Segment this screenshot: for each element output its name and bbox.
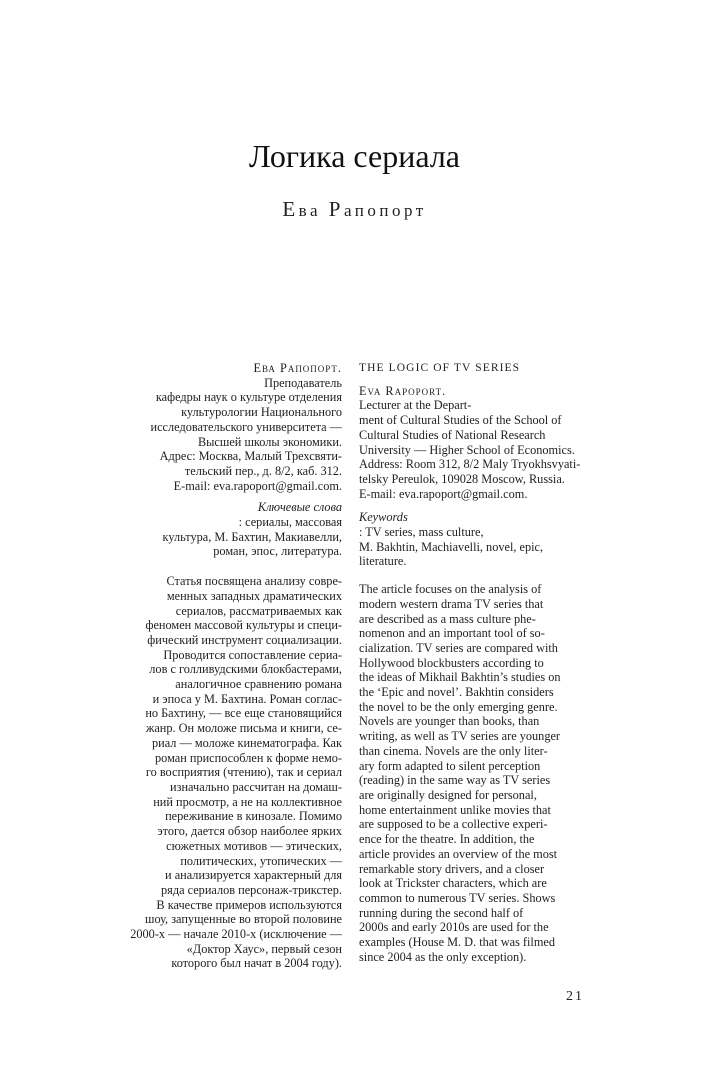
author-info-line: University — Higher School of Economics. <box>359 442 575 457</box>
keywords-line: literature. <box>359 554 407 569</box>
author-last-rest: апопорт <box>343 201 427 220</box>
abstract-line: home entertainment unlike movies that <box>359 802 551 817</box>
abstract-line: политических, утопических — <box>180 853 342 868</box>
russian-column <box>108 361 342 971</box>
abstract-line: are originally designed for personal, <box>359 787 537 802</box>
abstract-line: look at Trickster characters, which are <box>359 876 547 891</box>
keywords-label-ru: Ключевые слова <box>257 500 342 515</box>
abstract-line: менных западных драматических <box>166 588 342 603</box>
abstract-line: но Бахтину, — все еще становящийся <box>145 706 342 721</box>
author-info-line: Высшей школы экономики. <box>197 434 342 449</box>
author-info-line: Lecturer at the Depart- <box>359 398 472 413</box>
abstract-line: фический инструмент социализации. <box>147 632 342 647</box>
keywords-line: M. Bakhtin, Machiavelli, novel, epic, <box>359 539 544 554</box>
abstract-line: изначально рассчитан на домаш- <box>170 779 342 794</box>
author-info-line: Cultural Studies of National Research <box>359 427 546 442</box>
abstract-line: и эпоса у М. Бахтина. Роман соглас- <box>152 691 342 706</box>
abstract-line: running during the second half of <box>359 905 524 920</box>
author-name-ru: Ева Рапопорт. <box>253 361 342 375</box>
author-info-line: Адрес: Москва, Малый Трехсвяти- <box>159 449 342 464</box>
author-info-line: кафедры наук о культуре отделения <box>155 390 342 405</box>
article-title: Логика сериала <box>249 138 460 174</box>
abstract-line: Novels are younger than books, than <box>359 714 540 729</box>
abstract-line: modern western drama TV series that <box>359 596 544 611</box>
abstract-line: the novel to be the only emerging genre. <box>359 699 558 714</box>
abstract-line: since 2004 as the only exception). <box>359 949 527 964</box>
page-number: 21 <box>566 989 584 1004</box>
abstract-line: than cinema. Novels are the only liter- <box>359 743 548 758</box>
abstract-line: ряда сериалов персонаж-трикстер. <box>161 882 342 897</box>
abstract-line: шоу, запущенные во второй половине <box>144 912 342 927</box>
abstract-line: (reading) in the same way as TV series <box>359 773 551 788</box>
abstract-line: are described as a mass culture phe- <box>359 611 536 626</box>
author-email-ru: E-mail: eva.rapoport@gmail.com. <box>173 478 342 493</box>
author-info-line: Address: Room 312, 8/2 Maly Tryokhsvyati- <box>359 457 581 472</box>
abstract-line: ний просмотр, а не на коллективное <box>153 794 342 809</box>
abstract-line: сюжетных мотивов — этических, <box>166 838 342 853</box>
abstract-ru <box>108 574 342 971</box>
author-email-en: E-mail: eva.rapoport@gmail.com. <box>359 486 528 501</box>
abstract-line: ence for the theatre. In addition, the <box>359 832 535 847</box>
abstract-line: are supposed to be a collective experi- <box>359 817 548 832</box>
english-title: THE LOGIC OF TV SERIES <box>359 362 521 374</box>
abstract-line: В качестве примеров используются <box>156 897 342 912</box>
keywords-label-en: Keywords <box>359 510 408 525</box>
article-author <box>0 197 709 222</box>
keywords-line: : TV series, mass culture, <box>359 525 484 540</box>
author-name-en: Eva Rapoport. <box>359 383 447 398</box>
author-info-line: тельский пер., д. 8/2, каб. 312. <box>184 463 342 478</box>
abstract-line: лов с голливудскими блокбастерами, <box>149 662 342 677</box>
author-info-line: исследовательского университета — <box>150 419 342 434</box>
abstract-line: Проводится сопоставление сериа- <box>163 647 342 662</box>
abstract-line: которого был начат в 2004 году). <box>171 956 342 971</box>
author-info-ru <box>108 361 342 493</box>
abstract-line: роман приспособлен к форме немо- <box>155 750 342 765</box>
author-initial-last: Р <box>328 197 344 221</box>
keywords-ru <box>108 500 342 559</box>
keywords-line: роман, эпос, литература. <box>213 544 342 559</box>
abstract-line: 2000s and early 2010s are used for the <box>359 920 549 935</box>
abstract-line: ary form adapted to silent perception <box>359 758 541 773</box>
abstract-line: nomenon and an important tool of so- <box>359 626 545 641</box>
keywords-en <box>359 510 577 569</box>
abstract-line: Статья посвящена анализу совре- <box>166 574 342 589</box>
abstract-line: переживание в кинозале. Помимо <box>165 809 342 824</box>
author-initial-first: Е <box>282 197 299 221</box>
author-info-line: Преподаватель <box>264 375 342 390</box>
english-column <box>359 361 581 964</box>
abstract-line: «Доктор Хаус», первый сезон <box>186 941 342 956</box>
author-info-line: ment of Cultural Studies of the School of <box>359 413 562 428</box>
abstract-line: examples (House M. D. that was filmed <box>359 935 556 950</box>
abstract-line: аналогичное сравнению романа <box>175 677 342 692</box>
author-info-line: культурологии Национального <box>181 405 342 420</box>
abstract-line: этого, дается обзор наиболее ярких <box>157 824 342 839</box>
keywords-line: культура, М. Бахтин, Макиавелли, <box>162 529 342 544</box>
abstract-line: the ‘Epic and novel’. Bakhtin considers <box>359 685 554 700</box>
abstract-line: The article focuses on the analysis of <box>359 582 542 597</box>
abstract-line: the ideas of Mikhail Bakhtin’s studies on <box>359 670 561 685</box>
abstract-line: cialization. TV series are compared with <box>359 640 558 655</box>
author-first-rest: ва <box>298 201 321 220</box>
abstract-line: сериалов, рассматриваемых как <box>175 603 342 618</box>
abstract-line: жанр. Он моложе письма и книги, се- <box>145 721 342 736</box>
keywords-line: : сериалы, массовая <box>238 515 342 530</box>
abstract-en <box>359 582 577 964</box>
abstract-line: го восприятия (чтению), так и сериал <box>145 765 342 780</box>
abstract-line: феномен массовой культуры и специ- <box>145 618 342 633</box>
abstract-line: article provides an overview of the most <box>359 846 558 861</box>
abstract-line: 2000-х — начале 2010-х (исключение — <box>130 927 342 942</box>
abstract-line: риал — моложе кинематографа. Как <box>152 735 342 750</box>
author-info-en <box>359 383 581 502</box>
abstract-line: common to numerous TV series. Shows <box>359 890 556 905</box>
abstract-line: и анализируется характерный для <box>165 868 342 883</box>
abstract-line: Hollywood blockbusters according to <box>359 655 544 670</box>
abstract-line: writing, as well as TV series are younger <box>359 729 561 744</box>
abstract-line: remarkable story drivers, and a closer <box>359 861 545 876</box>
author-info-line: telsky Pereulok, 109028 Moscow, Russia. <box>359 471 565 486</box>
